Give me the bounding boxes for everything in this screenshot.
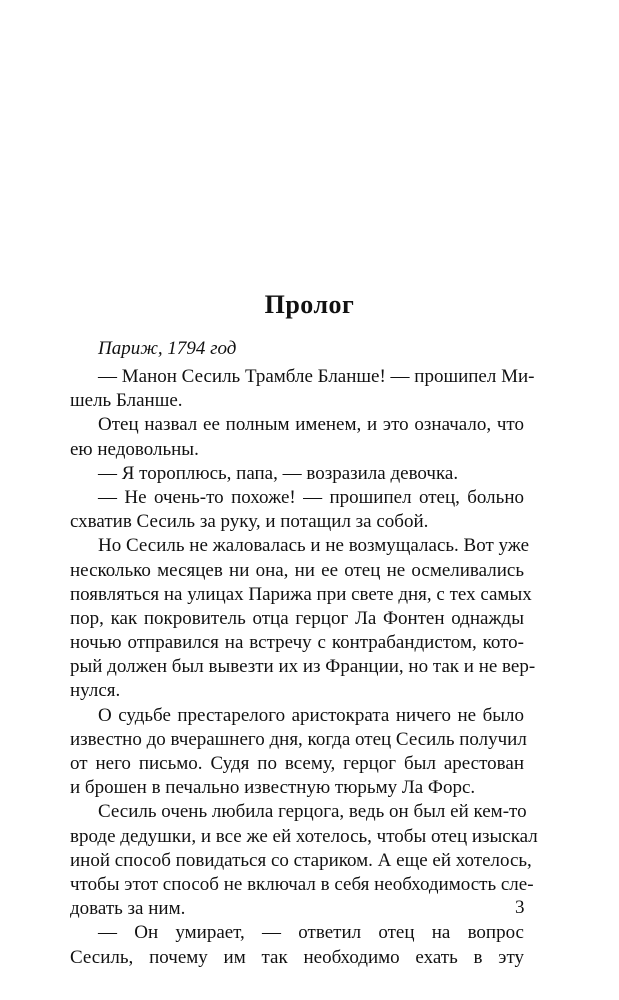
text-line: от него письмо. Судя по всему, герцог был арестован [70,753,524,774]
text-line: вроде дедушки, и все же ей хотелось, чтобы отец изыскал [70,825,538,847]
text-line: — Манон Сесиль Трамбле Бланше! — прошипел Ми- [98,366,535,387]
text-line: довать за ним. [70,898,186,920]
dateline: Париж, 1794 год [98,338,237,359]
text-line: нулся. [70,680,121,702]
text-line: ночью отправился на встречу с контрабандистом, кото- [70,632,524,654]
text-line: — Я тороплюсь, папа, — возразила девочка. [98,462,459,484]
body-text [70,365,538,970]
text-line: ею недовольны. [70,438,199,460]
text-line: Но Сесиль не жаловалась и не возмущалась. Вот уже [98,535,530,557]
paragraph [70,534,536,703]
text-line: Сесиль, почему им так необходимо ехать в эту [70,946,524,968]
paragraph [70,486,524,534]
text-line: — Не очень-то похоже! — прошипел отец, больно [98,486,524,508]
text-line: появляться на улицах Парижа при свете дня, с тех самых [70,583,532,605]
text-line: несколько месяцев ни она, ни ее отец не осмеливались [70,559,524,581]
text-line: О судьбе престарелого аристократа ничего не было [98,704,524,726]
paragraph [70,462,524,486]
page-number: 3 [515,897,525,918]
text-line: Сесиль очень любила герцога, ведь он был ей кем-то [98,801,527,823]
text-line: пор, как покровитель отца герцог Ла Фонтен однажды [70,607,524,629]
text-line: схватив Сесиль за руку, и потащил за собой. [70,511,429,533]
chapter-title: Пролог [264,290,355,319]
paragraph [70,365,535,413]
text-line: чтобы этот способ не включал в себя необходимость сле- [70,873,534,895]
text-line: иной способ повидаться со стариком. А еще ей хотелось, [70,849,532,871]
paragraph [70,413,524,461]
paragraph [70,704,527,801]
paragraph [70,800,538,921]
text-line: шель Бланше. [70,390,183,412]
text-line: Отец назвал ее полным именем, и это означало, что [98,414,524,436]
text-line: рый должен был вывезти их из Франции, но так и не вер- [70,656,536,678]
paragraph [70,921,524,969]
text-line: известно до вчерашнего дня, когда отец Сесиль получил [70,728,527,750]
text-line: — Он умирает, — ответил отец на вопрос [98,922,524,944]
text-line: и брошен в печально известную тюрьму Ла Форс. [70,777,476,799]
